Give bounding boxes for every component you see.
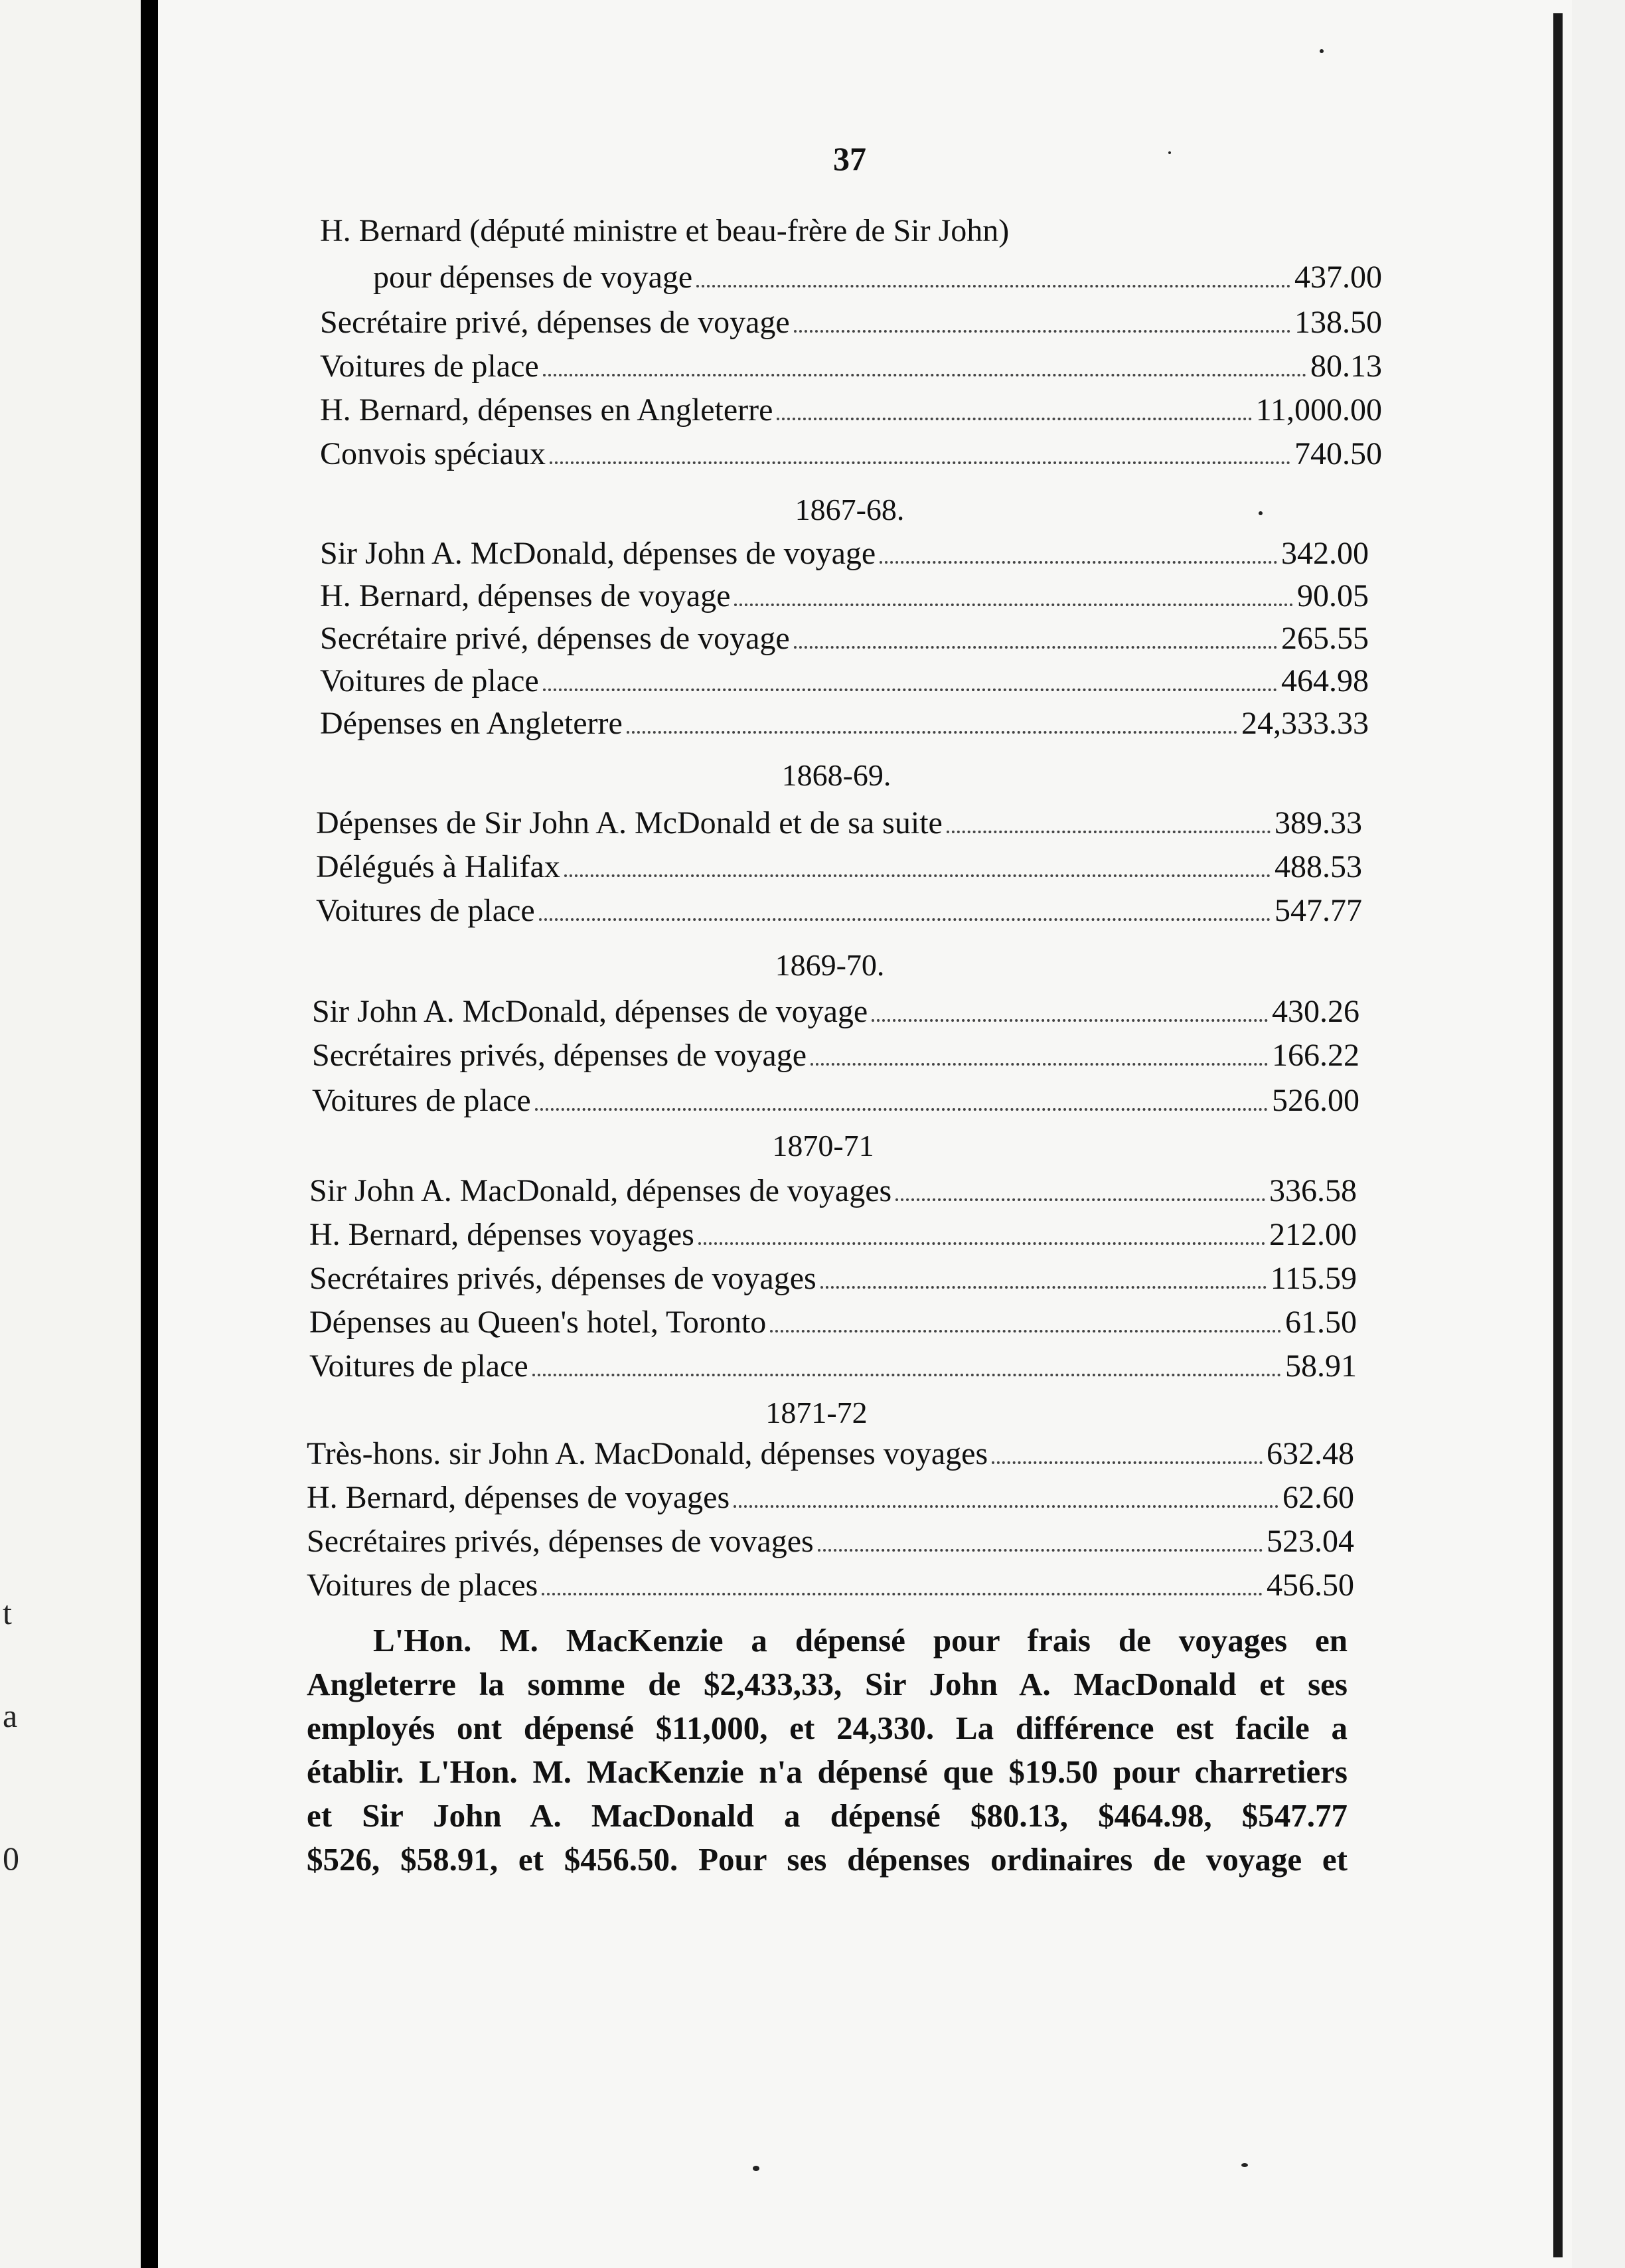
expense-entry — [320, 661, 1369, 701]
expense-entry — [373, 258, 1382, 297]
dot-leader — [535, 1099, 1268, 1111]
dot-leader — [550, 452, 1290, 464]
entry-amount: 166.22 — [1272, 1038, 1359, 1073]
entry-amount: 24,333.33 — [1241, 706, 1369, 741]
entry-label: Dépenses de Sir John A. McDonald et de sa suite — [316, 805, 943, 841]
scan-speck — [753, 2166, 759, 2171]
entry-amount: 265.55 — [1281, 621, 1369, 656]
dot-leader — [880, 552, 1277, 564]
expense-entry — [309, 1171, 1357, 1211]
paragraph-line: établir. L'Hon. M. MacKenzie n'a dépensé que $19.50 pour charretiers — [307, 1753, 1348, 1790]
dot-leader — [947, 821, 1271, 833]
expense-entry — [320, 619, 1369, 659]
entry-label: Voitures de place — [312, 1083, 531, 1118]
entry-label: pour dépenses de voyage — [373, 260, 693, 295]
entry-label: Secrétaire privé, dépenses de voyage — [320, 621, 790, 656]
entry-amount: 456.50 — [1267, 1568, 1354, 1603]
entry-label: Dépenses en Angleterre — [320, 706, 623, 741]
dot-leader — [992, 1452, 1263, 1464]
dot-leader — [818, 1540, 1263, 1552]
expense-entry — [312, 1036, 1359, 1076]
paragraph-line: Angleterre la somme de $2,433,33, Sir John A. MacDonald et ses — [307, 1666, 1348, 1702]
entry-amount: 58.91 — [1285, 1348, 1357, 1384]
entry-amount: 138.50 — [1294, 305, 1382, 340]
expense-entry — [309, 1346, 1357, 1386]
expense-entry — [316, 803, 1362, 843]
page-edge — [1553, 13, 1563, 2257]
dot-leader — [542, 1583, 1263, 1595]
dot-leader — [794, 637, 1277, 649]
paragraph-line: employés ont dépensé $11,000, et 24,330. La différence est facile a — [307, 1710, 1348, 1746]
expense-entry — [312, 992, 1359, 1032]
page-edge-strip — [1572, 0, 1625, 2268]
expense-entry — [320, 576, 1369, 616]
entry-label: Sir John A. McDonald, dépenses de voyage — [320, 536, 876, 571]
left-margin-fragment: a — [3, 1697, 18, 1734]
entry-intro-line: H. Bernard (député ministre et beau-frère de Sir John) — [320, 213, 1010, 248]
dot-leader — [539, 909, 1271, 921]
left-margin-fragment: t — [3, 1594, 12, 1631]
entry-label: Dépenses au Queen's hotel, Toronto — [309, 1305, 767, 1340]
expense-entry — [320, 434, 1382, 474]
year-heading: 1870-71 — [772, 1129, 874, 1163]
entry-amount: 740.50 — [1294, 436, 1382, 471]
entry-label: H. Bernard, dépenses en Angleterre — [320, 392, 773, 428]
dot-leader — [820, 1277, 1267, 1289]
entry-amount: 488.53 — [1275, 849, 1362, 884]
dot-leader — [543, 364, 1306, 376]
entry-label: Secrétaires privés, dépenses de vovages — [307, 1524, 814, 1559]
entry-amount: 526.00 — [1272, 1083, 1359, 1118]
scan-speck — [1241, 2163, 1248, 2167]
scan-speck — [1320, 49, 1324, 53]
expense-entry — [316, 891, 1362, 931]
left-margin-fragment: 0 — [3, 1840, 19, 1877]
dot-leader — [532, 1364, 1281, 1376]
expense-entry — [320, 534, 1369, 574]
entry-label: Très-hons. sir John A. MacDonald, dépenses voyages — [307, 1436, 988, 1471]
entry-amount: 336.58 — [1269, 1173, 1357, 1208]
dot-leader — [698, 1233, 1265, 1245]
entry-label: Voitures de place — [309, 1348, 528, 1384]
scan-speck — [1259, 511, 1263, 515]
dot-leader — [564, 865, 1271, 877]
left-page-fragment — [0, 0, 141, 2268]
entry-label: Délégués à Halifax — [316, 849, 560, 884]
expense-entry — [307, 1478, 1354, 1518]
entry-amount: 61.50 — [1285, 1305, 1357, 1340]
entry-amount: 430.26 — [1272, 994, 1359, 1029]
year-heading: 1868-69. — [781, 758, 891, 792]
paragraph-line: $526, $58.91, et $456.50. Pour ses dépenses ordinaires de voyage et — [307, 1841, 1348, 1878]
expense-entry — [307, 1566, 1354, 1605]
entry-amount: 523.04 — [1267, 1524, 1354, 1559]
entry-amount: 62.60 — [1282, 1480, 1354, 1515]
dot-leader — [696, 276, 1290, 287]
entry-label: Secrétaires privés, dépenses de voyages — [309, 1261, 816, 1296]
expense-entry — [320, 390, 1382, 430]
entry-amount: 90.05 — [1297, 578, 1369, 613]
entry-amount: 464.98 — [1281, 663, 1369, 698]
entry-amount: 342.00 — [1281, 536, 1369, 571]
year-heading: 1869-70. — [775, 948, 885, 982]
entry-amount: 389.33 — [1275, 805, 1362, 841]
entry-label: H. Bernard, dépenses voyages — [309, 1217, 694, 1252]
dot-leader — [794, 321, 1290, 333]
entry-amount: 11,000.00 — [1255, 392, 1382, 428]
entry-label: Sir John A. MacDonald, dépenses de voyages — [309, 1173, 892, 1208]
entry-amount: 632.48 — [1267, 1436, 1354, 1471]
dot-leader — [777, 408, 1251, 420]
dot-leader — [734, 1496, 1278, 1508]
entry-label: Secrétaire privé, dépenses de voyage — [320, 305, 790, 340]
entry-label: Voitures de places — [307, 1568, 538, 1603]
paragraph-line: et Sir John A. MacDonald a dépensé $80.13, $464.98, $547.77 — [307, 1797, 1348, 1834]
entry-label: H. Bernard, dépenses de voyages — [307, 1480, 730, 1515]
entry-label: H. Bernard, dépenses de voyage — [320, 578, 731, 613]
page-number: 37 — [833, 140, 866, 177]
expense-entry — [309, 1215, 1357, 1255]
entry-label: Voitures de place — [320, 663, 539, 698]
expense-entry — [307, 1434, 1354, 1474]
entry-label: Sir John A. McDonald, dépenses de voyage — [312, 994, 868, 1029]
entry-amount: 115.59 — [1270, 1261, 1357, 1296]
dot-leader — [770, 1321, 1281, 1333]
expense-entry — [320, 347, 1382, 386]
expense-entry — [320, 704, 1369, 744]
entry-label: Voitures de place — [316, 893, 535, 928]
expense-entry — [316, 847, 1362, 887]
expense-entry — [309, 1303, 1357, 1342]
scan-speck — [1168, 151, 1171, 154]
paragraph-line: L'Hon. M. MacKenzie a dépensé pour frais de voyages en — [373, 1622, 1348, 1659]
entry-amount: 212.00 — [1269, 1217, 1357, 1252]
dot-leader — [627, 722, 1237, 734]
entry-label: Voitures de place — [320, 349, 539, 384]
dot-leader — [811, 1054, 1268, 1066]
entry-label: Convois spéciaux — [320, 436, 546, 471]
entry-label: Secrétaires privés, dépenses de voyage — [312, 1038, 807, 1073]
dot-leader — [734, 594, 1293, 606]
dot-leader — [895, 1189, 1265, 1201]
expense-entry — [307, 1522, 1354, 1562]
year-heading: 1867-68. — [795, 493, 905, 526]
expense-entry — [312, 1081, 1359, 1121]
expense-entry — [320, 303, 1382, 343]
expense-entry — [309, 1259, 1357, 1299]
entry-amount: 80.13 — [1310, 349, 1382, 384]
dot-leader — [543, 679, 1277, 691]
dot-leader — [872, 1010, 1268, 1022]
entry-amount: 547.77 — [1275, 893, 1362, 928]
year-heading: 1871-72 — [765, 1396, 868, 1429]
entry-amount: 437.00 — [1294, 260, 1382, 295]
